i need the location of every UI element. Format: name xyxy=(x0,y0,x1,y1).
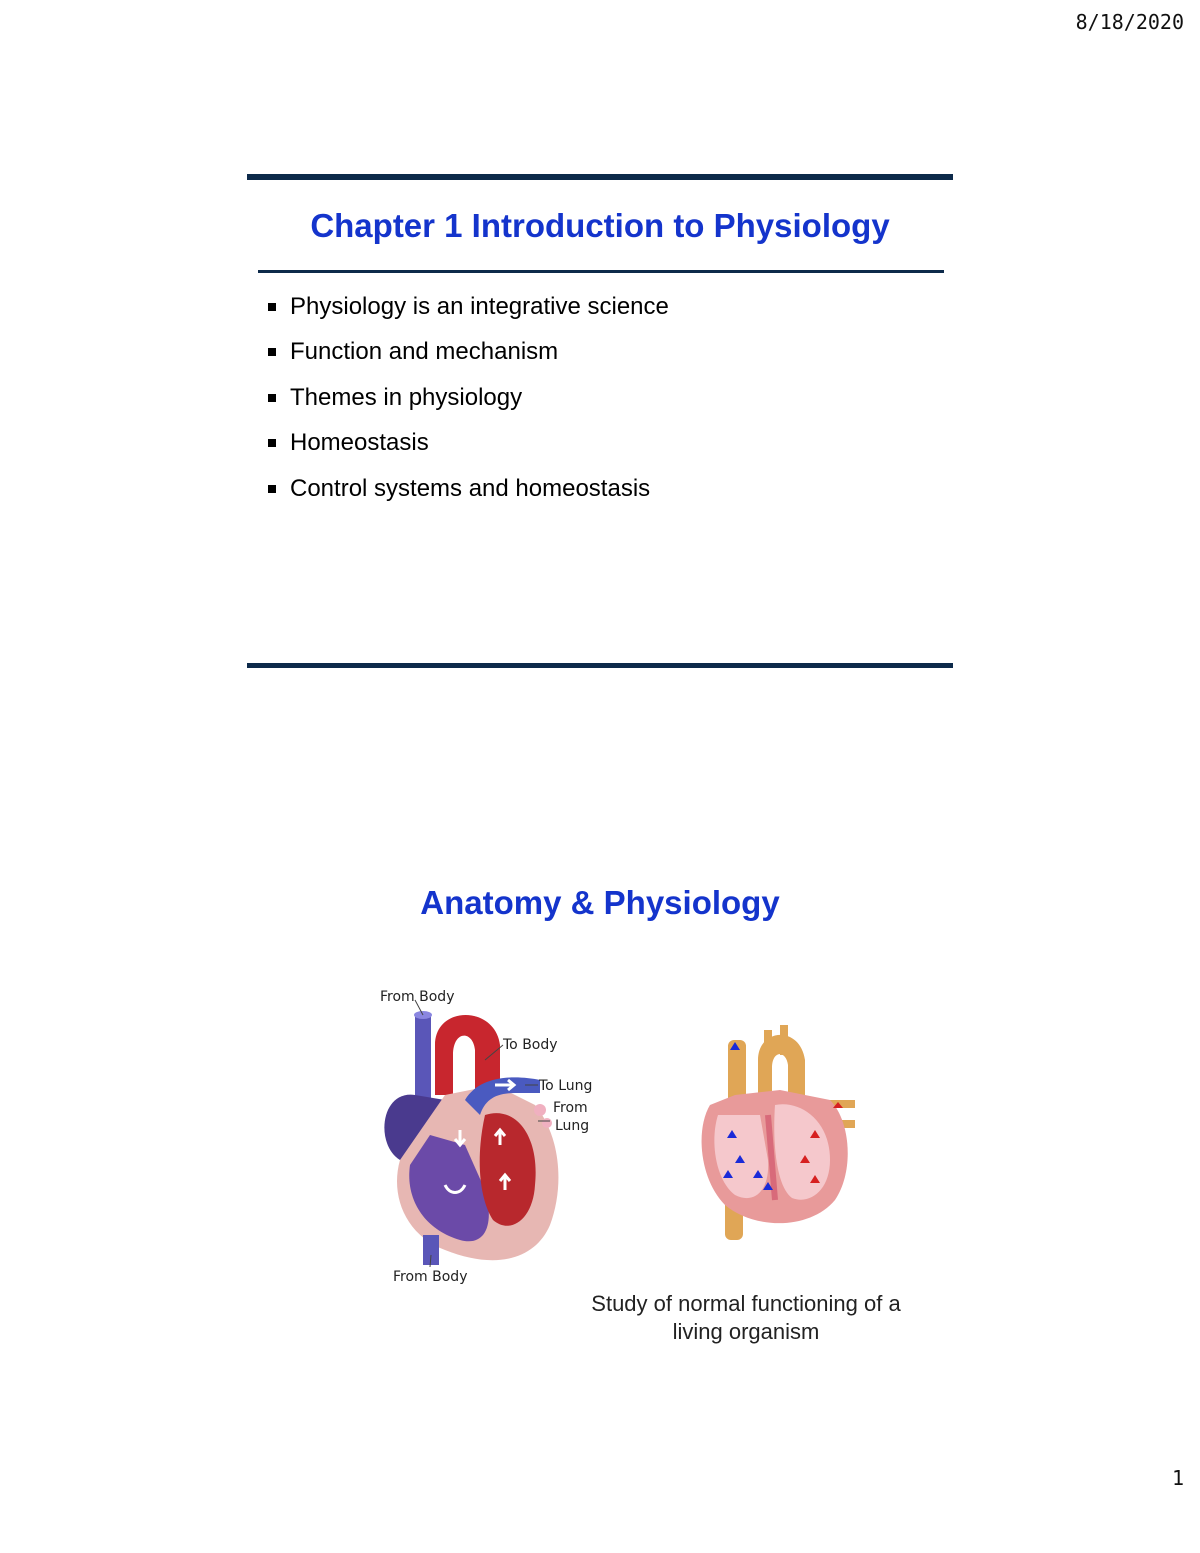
bullet-item xyxy=(268,421,669,467)
bullet-text: Physiology is an integrative science xyxy=(290,292,669,320)
slide2-caption xyxy=(570,1290,922,1346)
slide1-title: Chapter 1 Introduction to Physiology xyxy=(310,207,890,244)
caption-line: living organism xyxy=(672,1319,820,1344)
square-bullet-icon xyxy=(268,348,276,356)
page-date: 8/18/2020 xyxy=(1075,10,1184,34)
bullet-item xyxy=(268,466,669,512)
bullet-text: Homeostasis xyxy=(290,429,429,457)
slide1-title-underline xyxy=(258,270,944,273)
label-to-body: To Body xyxy=(503,1037,558,1053)
square-bullet-icon xyxy=(268,303,276,311)
bullet-text: Function and mechanism xyxy=(290,338,559,366)
label-from-body-bottom: From Body xyxy=(393,1269,468,1285)
bullet-item xyxy=(268,375,669,421)
caption-line: Study of normal functioning of a xyxy=(591,1291,901,1316)
heart-cross-section-illustration xyxy=(680,1020,870,1245)
label-from-body-top: From Body xyxy=(380,989,455,1005)
square-bullet-icon xyxy=(268,485,276,493)
label-from-lung-line1: From xyxy=(553,1100,588,1116)
square-bullet-icon xyxy=(268,394,276,402)
slide1-bullet-list xyxy=(268,284,669,512)
slide1-bottom-rule xyxy=(247,663,953,668)
bullet-item xyxy=(268,284,669,330)
square-bullet-icon xyxy=(268,439,276,447)
label-from-lung-line2: Lung xyxy=(555,1118,590,1134)
slide2-title: Anatomy & Physiology xyxy=(420,884,780,921)
bullet-item xyxy=(268,330,669,376)
label-to-lung: To Lung xyxy=(539,1078,593,1094)
slide1-top-rule xyxy=(247,174,953,180)
heart-blood-flow-illustration xyxy=(375,985,625,1285)
page-number: 1 xyxy=(1171,1466,1184,1490)
bullet-text: Control systems and homeostasis xyxy=(290,474,651,502)
bullet-text: Themes in physiology xyxy=(290,383,523,411)
